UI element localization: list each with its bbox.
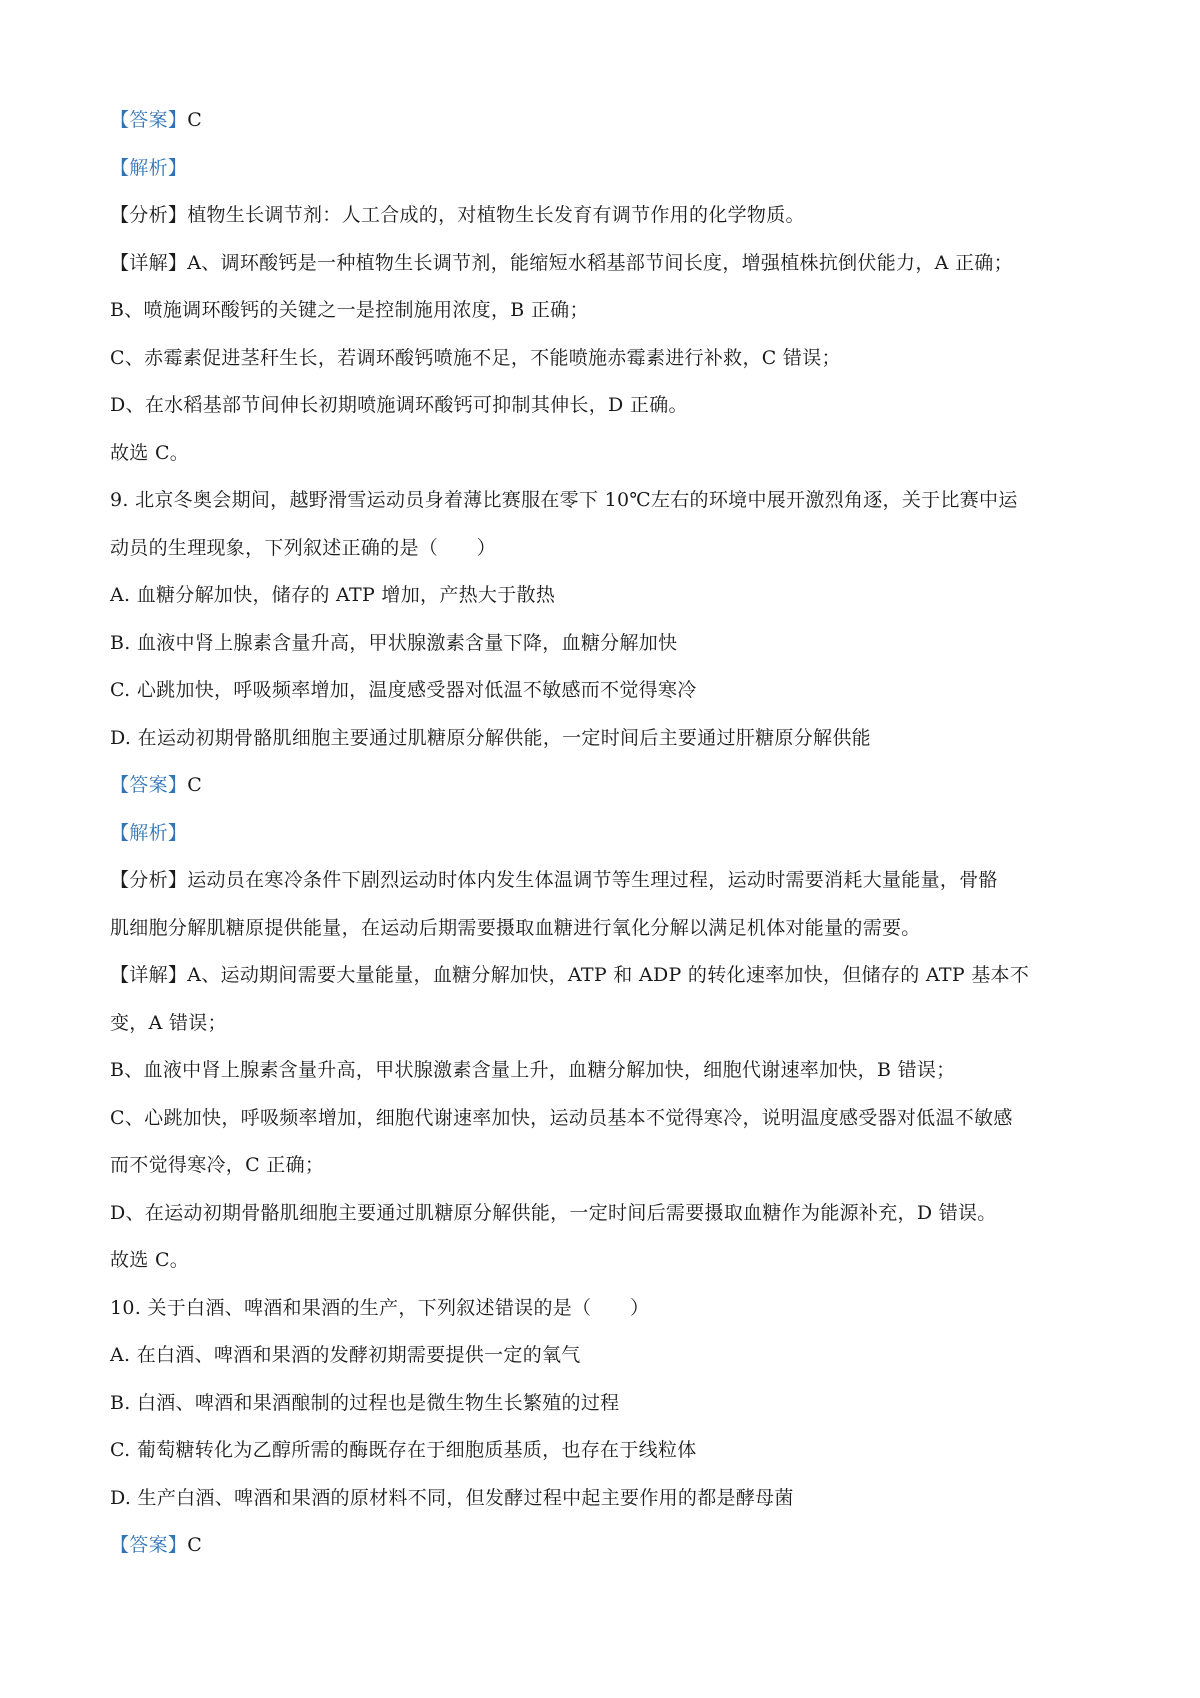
fenxi-tag: 【分析】 (110, 204, 188, 226)
q9-analysis-heading (110, 810, 1100, 858)
analysis-tag: 【解析】 (110, 821, 188, 844)
answer-line (110, 97, 1100, 145)
explanation-b: B、喷施调环酸钙的关键之一是控制施用浓度，B 正确； (110, 299, 589, 321)
document-page (110, 97, 1100, 1570)
conclusion: 故选 C。 (110, 441, 190, 464)
fenxi-tag: 【分析】 (110, 869, 188, 891)
answer-value: C (187, 774, 203, 796)
answer-tag: 【答案】 (110, 774, 188, 796)
q9-option-c: C. 心跳加快，呼吸频率增加，温度感受器对低温不敏感而不觉得寒冷 (110, 679, 697, 701)
answer-value: C (187, 109, 203, 131)
answer-tag: 【答案】 (110, 1534, 188, 1556)
analysis-heading (110, 145, 1100, 193)
q9-answer-line (110, 762, 1100, 810)
q10-option-d: D. 生产白酒、啤酒和果酒的原材料不同，但发酵过程中起主要作用的都是酵母菌 (110, 1486, 794, 1509)
answer-tag: 【答案】 (110, 109, 188, 131)
q9-stem-line2: 动员的生理现象，下列叙述正确的是（ ） (110, 536, 497, 559)
analysis-tag: 【解析】 (110, 156, 188, 179)
q9-explanation-b: B、血液中肾上腺素含量升高，甲状腺激素含量上升，血糖分解加快，细胞代谢速率加快，B 错误； (110, 1059, 956, 1081)
q10-option-a: A. 在白酒、啤酒和果酒的发酵初期需要提供一定的氧气 (110, 1344, 581, 1366)
q9-option-d: D. 在运动初期骨骼肌细胞主要通过肌糖原分解供能，一定时间后主要通过肝糖原分解供能 (110, 726, 871, 749)
q9-xiangjie-line2: 变，A 错误； (110, 1011, 227, 1034)
q10-answer-line (110, 1522, 1100, 1570)
q9-explanation-c2: 而不觉得寒冷，C 正确； (110, 1154, 325, 1176)
explanation-c: C、赤霉素促进茎秆生长，若调环酸钙喷施不足，不能喷施赤霉素进行补救，C 错误； (110, 346, 841, 369)
q9-fenxi-line1 (110, 857, 1100, 905)
q9-option-a: A. 血糖分解加快，储存的 ATP 增加，产热大于散热 (110, 584, 556, 606)
fenxi-line (110, 192, 1100, 240)
fenxi-text: 植物生长调节剂：人工合成的，对植物生长发育有调节作用的化学物质。 (187, 204, 805, 226)
q9-explanation-c1: C、心跳加快，呼吸频率增加，细胞代谢速率加快，运动员基本不觉得寒冷，说明温度感受器对低温不敏感 (110, 1106, 1013, 1129)
xiangjie-tag: 【详解】 (110, 964, 188, 986)
fenxi-text: 运动员在寒冷条件下剧烈运动时体内发生体温调节等生理过程，运动时需要消耗大量能量，骨骼 (187, 869, 998, 891)
xiangjie-text: A、运动期间需要大量能量，血糖分解加快，ATP 和 ADP 的转化速率加快，但储存的 ATP 基本不 (187, 964, 1030, 986)
q9-fenxi-line2: 肌细胞分解肌糖原提供能量，在运动后期需要摄取血糖进行氧化分解以满足机体对能量的需要。 (110, 916, 921, 939)
q9-option-b: B. 血液中肾上腺素含量升高，甲状腺激素含量下降，血糖分解加快 (110, 631, 678, 654)
q9-conclusion: 故选 C。 (110, 1249, 190, 1271)
q10-option-b: B. 白酒、啤酒和果酒酿制的过程也是微生物生长繁殖的过程 (110, 1391, 620, 1414)
xiangjie-text: A、调环酸钙是一种植物生长调节剂，能缩短水稻基部节间长度，增强植株抗倒伏能力，A 正确； (187, 251, 1013, 274)
q10-option-c: C. 葡萄糖转化为乙醇所需的酶既存在于细胞质基质，也存在于线粒体 (110, 1439, 697, 1461)
answer-value: C (187, 1534, 203, 1556)
q9-explanation-d: D、在运动初期骨骼肌细胞主要通过肌糖原分解供能，一定时间后需要摄取血糖作为能源补充，D 错误。 (110, 1201, 997, 1224)
xiangjie-line (110, 240, 1100, 288)
xiangjie-tag: 【详解】 (110, 251, 188, 274)
explanation-d: D、在水稻基部节间伸长初期喷施调环酸钙可抑制其伸长，D 正确。 (110, 394, 688, 416)
q9-stem-line1: 9. 北京冬奥会期间，越野滑雪运动员身着薄比赛服在零下 10℃左右的环境中展开激烈角逐，关于比赛中运 (110, 489, 1018, 511)
q9-xiangjie-line1 (110, 952, 1100, 1000)
q10-stem: 10. 关于白酒、啤酒和果酒的生产，下列叙述错误的是（ ） (110, 1296, 650, 1319)
